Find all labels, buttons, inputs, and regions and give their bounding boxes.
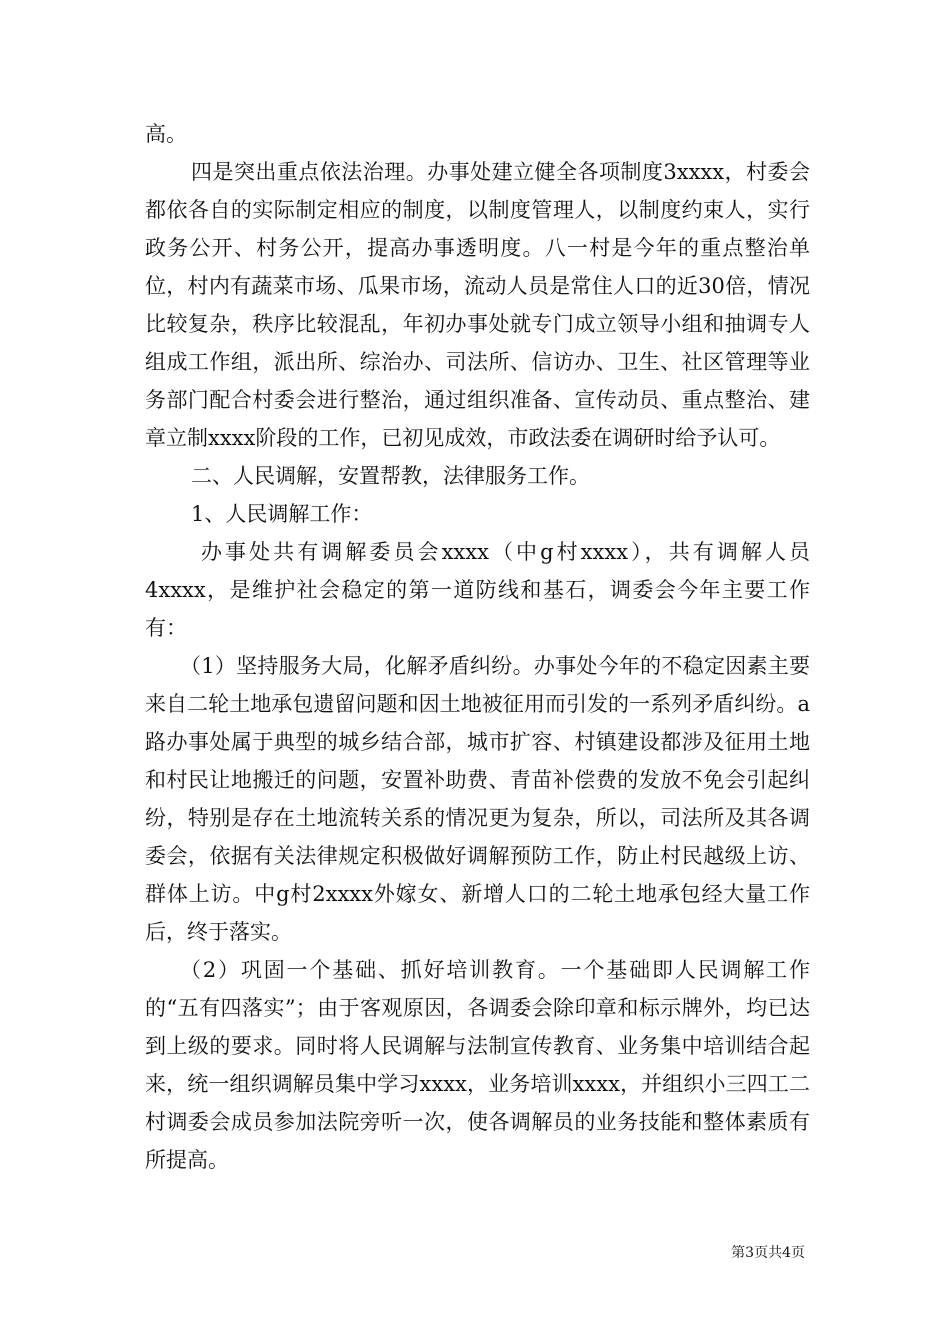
subsection-heading-mediation-work: 1、人民调解工作： (191, 502, 373, 526)
page-number-footer: 第3页共4页 (731, 1245, 805, 1261)
paragraph-legal-governance: 四是突出重点依法治理。办事处建立健全各项制度3xxxx，村委会都依各自的实际制定相应的制度，以制度管理人，以制度约束人，实行政务公开、村务公开，提高办事透明度。八一村是今年的重点整治单位，村内有蔬菜市场、瓜果市场，流动人员是常住人口的近30倍，情况比较复杂，秩序比较混乱，年初办事处就专门成立领导小组和抽调专人组成工作组，派出所、综治办、司法所、信访办、卫生、社区管理等业务部门配合村委会进行整治，通过组织准备、宣传动员、重点整治、建章立制xxxx阶段的工作，已初见成效，市政法委在调研时给予认可。 (145, 160, 810, 450)
section-heading-mediation: 二、人民调解，安置帮教，法律服务工作。 (191, 464, 590, 488)
paragraph-item-1: （1）坚持服务大局，化解矛盾纠纷。办事处今年的不稳定因素主要来自二轮土地承包遗留问题和因土地被征用而引发的一系列矛盾纠纷。a路办事处属于典型的城乡结合部，城市扩容、村镇建设都涉及征用土地和村民让地搬迁的问题，安置补助费、青苗补偿费的发放不免会引起纠纷，特别是存在土地流转关系的情况更为复杂，所以，司法所及其各调委会，依据有关法律规定积极做好调解预防工作，防止村民越级上访、群体上访。中g村2xxxx外嫁女、新增人口的二轮土地承包经大量工作后，终于落实。 (145, 654, 810, 944)
paragraph-continuation: 高。 (145, 122, 187, 146)
paragraph-item-2: （2）巩固一个基础、抓好培训教育。一个基础即人民调解工作的“五有四落实”；由于客观原因，各调委会除印章和标示牌外，均已达到上级的要求。同时将人民调解与法制宣传教育、业务集中培训结合起来，统一组织调解员集中学习xxxx，业务培训xxxx，并组织小三四工二村调委会成员参加法院旁听一次，使各调解员的业务技能和整体素质有所提高。 (145, 958, 810, 1172)
document-body (145, 115, 810, 1179)
paragraph-mediation-committees: 办事处共有调解委员会xxxx（中g村xxxx），共有调解人员4xxxx，是维护社会稳定的第一道防线和基石，调委会今年主要工作有： (145, 540, 810, 640)
